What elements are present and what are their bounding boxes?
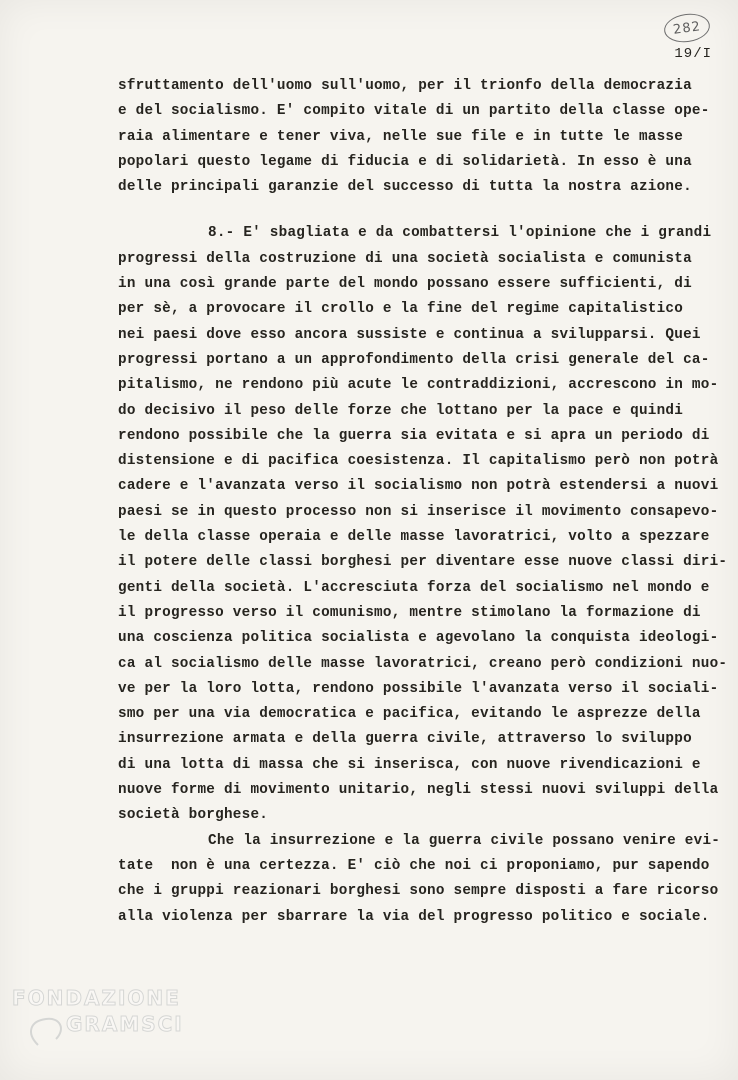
paragraph-point-8 bbox=[118, 221, 728, 828]
text-line: le della classe operaia e delle masse lavoratrici, volto a spezzare bbox=[118, 529, 710, 546]
archive-stamp bbox=[662, 11, 711, 45]
text-line: popolari questo legame di fiducia e di solidarietà. In esso è una bbox=[118, 153, 692, 170]
text-line: in una così grande parte del mondo possano essere sufficienti, di bbox=[118, 276, 692, 293]
text-line: raia alimentare e tener viva, nelle sue file e in tutte le masse bbox=[118, 128, 684, 145]
text-line: rendono possibile che la guerra sia evitata e si apra un periodo di bbox=[118, 427, 710, 444]
text-line: il progresso verso il comunismo, mentre stimolano la formazione di bbox=[118, 604, 701, 621]
text-line: progressi portano a un approfondimento della crisi generale del ca- bbox=[118, 351, 710, 368]
text-line: e del socialismo. E' compito vitale di un partito della classe ope- bbox=[118, 103, 710, 120]
text-line: alla violenza per sbarrare la via del progresso politico e sociale. bbox=[118, 908, 710, 925]
paragraph-gap bbox=[118, 200, 718, 221]
text-line: ca al socialismo delle masse lavoratrici, creano però condizioni nuo- bbox=[118, 655, 728, 672]
text-line: progressi della costruzione di una società socialista e comunista bbox=[118, 250, 692, 267]
text-line: genti della società. L'accresciuta forza del socialismo nel mondo e bbox=[118, 579, 710, 596]
text-line: insurrezione armata e della guerra civile, attraverso lo sviluppo bbox=[118, 731, 692, 748]
text-line: do decisivo il peso delle forze che lottano per la pace e quindi bbox=[118, 402, 684, 419]
sheet-number: 19/I bbox=[674, 46, 712, 62]
text-line: smo per una via democratica e pacifica, evitando le asprezze della bbox=[118, 706, 701, 723]
text-line: il potere delle classi borghesi per diventare esse nuove classi diri- bbox=[118, 554, 728, 571]
text-line: pitalismo, ne rendono più acute le contraddizioni, accrescono in mo- bbox=[118, 377, 719, 394]
text-line: che i gruppi reazionari borghesi sono sempre disposti a fare ricorso bbox=[118, 883, 719, 900]
paragraph-continuation bbox=[118, 74, 718, 200]
watermark-icon bbox=[8, 983, 208, 1053]
text-line: distensione e di pacifica coesistenza. Il capitalismo però non potrà bbox=[118, 453, 719, 470]
page-marks bbox=[656, 14, 716, 64]
svg-text:GRAMSCI: GRAMSCI bbox=[66, 1012, 184, 1036]
text-line-first: 8.- E' sbagliata e da combattersi l'opinione che i grandi bbox=[208, 225, 712, 242]
text-line: tate non è una certezza. E' ciò che noi ci proponiamo, pur sapendo bbox=[118, 857, 710, 874]
stamp-number: 282 bbox=[672, 18, 702, 38]
text-line: per sè, a provocare il crollo e la fine del regime capitalistico bbox=[118, 301, 684, 318]
text-line: una coscienza politica socialista e agevolano la conquista ideologi- bbox=[118, 630, 719, 647]
text-line: nei paesi dove esso ancora sussiste e continua a svilupparsi. Quei bbox=[118, 326, 701, 343]
text-line: delle principali garanzie del successo di tutta la nostra azione. bbox=[118, 179, 692, 196]
typed-text bbox=[118, 74, 728, 930]
text-line: cadere e l'avanzata verso il socialismo non potrà estendersi a nuovi bbox=[118, 478, 719, 495]
svg-text:FONDAZIONE: FONDAZIONE bbox=[12, 986, 181, 1010]
text-line: nuove forme di movimento unitario, negli stessi nuovi sviluppi della bbox=[118, 782, 719, 799]
foundation-watermark-logo bbox=[8, 983, 208, 1058]
text-line: di una lotta di massa che si inserisca, con nuove rivendicazioni e bbox=[118, 756, 701, 773]
paragraph-final bbox=[118, 829, 721, 930]
text-line: società borghese. bbox=[118, 807, 269, 824]
text-line: paesi se in questo processo non si inserisce il movimento consapevo- bbox=[118, 503, 719, 520]
text-line: ve per la loro lotta, rendono possibile l'avanzata verso il sociali- bbox=[118, 680, 719, 697]
text-line-first: Che la insurrezione e la guerra civile possano venire evi- bbox=[208, 832, 721, 849]
text-line: sfruttamento dell'uomo sull'uomo, per il trionfo della democrazia bbox=[118, 78, 692, 94]
